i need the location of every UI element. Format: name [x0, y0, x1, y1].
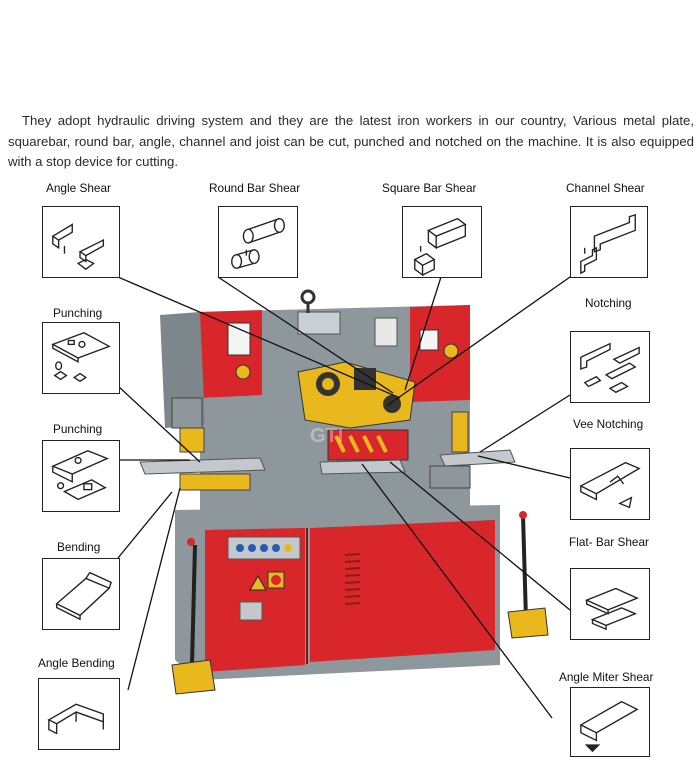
label-angle-bending: Angle Bending: [38, 656, 115, 670]
label-angle-miter-shear: Angle Miter Shear: [559, 670, 654, 684]
channel-shear-diagram: [570, 206, 648, 278]
vee-notching-diagram: [570, 448, 650, 520]
punching-diagram-2: [42, 440, 120, 512]
label-punching-2: Punching: [53, 422, 103, 436]
intro-paragraph: They adopt hydraulic driving system and they are the latest iron workers in our country, Various metal plate, squarebar, round bar, angle, channel and joist can be cut, punched and notched on the machine. It is also equipped with a stop device for cutting.: [8, 113, 694, 170]
label-flat-bar-shear: Flat- Bar Shear: [569, 535, 649, 549]
bending-diagram: [42, 558, 120, 630]
label-round-bar-shear: Round Bar Shear: [209, 181, 301, 195]
round-bar-shear-diagram: [218, 206, 298, 278]
label-notching: Notching: [585, 296, 632, 310]
label-vee-notching: Vee Notching: [573, 417, 644, 431]
label-bending: Bending: [57, 540, 101, 554]
angle-shear-diagram: [42, 206, 120, 278]
label-square-bar-shear: Square Bar Shear: [382, 181, 477, 195]
flat-bar-shear-diagram: [570, 568, 650, 640]
punching-diagram-1: [42, 322, 120, 394]
watermark-text: GTI: [310, 425, 344, 447]
square-bar-shear-diagram: [402, 206, 482, 278]
angle-bending-diagram: [38, 678, 120, 750]
angle-miter-shear-diagram: [570, 687, 650, 757]
label-angle-shear: Angle Shear: [46, 181, 111, 195]
label-channel-shear: Channel Shear: [566, 181, 645, 195]
label-punching-1: Punching: [53, 306, 103, 320]
notching-diagram: [570, 331, 650, 403]
